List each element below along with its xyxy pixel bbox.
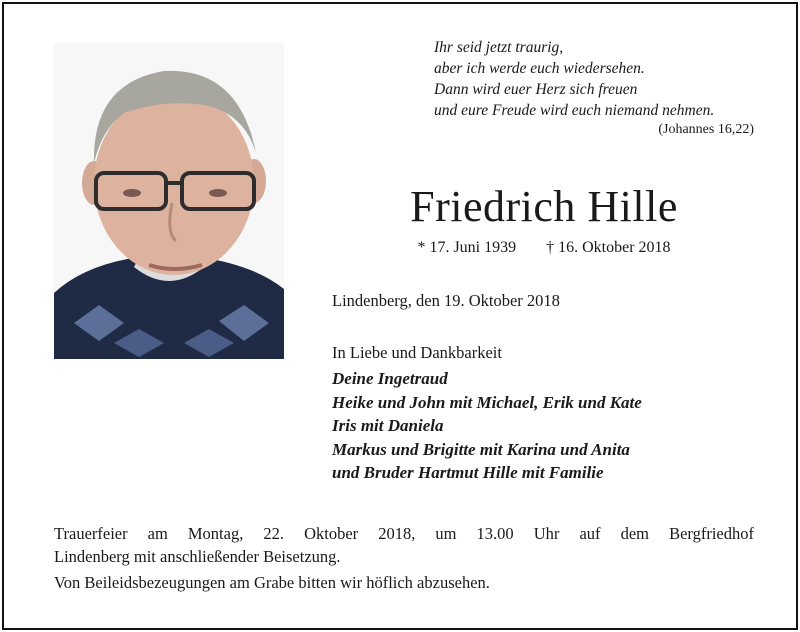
life-dates <box>334 237 754 259</box>
mourner-line: und Bruder Hartmut Hille mit Familie <box>332 463 604 482</box>
verse-reference: (Johannes 16,22) <box>658 122 754 137</box>
condolence-request: Von Beileidsbezeugungen am Grabe bitten wir höflich abzusehen. <box>54 573 490 592</box>
verse-line: Ihr seid jetzt traurig, <box>434 39 564 56</box>
mourner-line: Heike und John mit Michael, Erik und Kate <box>332 392 642 412</box>
mourner-line: Iris mit Daniela <box>332 416 444 435</box>
deceased-name: Friedrich Hille <box>410 182 678 231</box>
funeral-info <box>54 522 754 568</box>
portrait-photo <box>54 43 284 359</box>
verse-line: aber ich werde euch wiedersehen. <box>434 60 645 77</box>
birth-date: * 17. Juni 1939 <box>417 239 517 256</box>
obituary-notice <box>2 2 798 630</box>
thanks-line: In Liebe und Dankbarkeit <box>332 343 502 362</box>
mourners-list <box>332 367 642 485</box>
funeral-line: Trauerfeier am Montag, 22. Oktober 2018, um 13.00 Uhr auf dem Bergfriedhof <box>54 524 754 543</box>
funeral-line: Lindenberg mit anschließender Beisetzung. <box>54 547 341 566</box>
portrait-image <box>54 43 284 359</box>
verse-line: und eure Freude wird euch niemand nehmen. <box>434 102 715 119</box>
death-date: † 16. Oktober 2018 <box>546 239 671 256</box>
mourner-line: Markus und Brigitte mit Karina und Anita <box>332 439 630 459</box>
place-and-date: Lindenberg, den 19. Oktober 2018 <box>332 291 560 310</box>
bible-verse <box>434 37 754 139</box>
verse-line: Dann wird euer Herz sich freuen <box>434 81 638 98</box>
mourner-line: Deine Ingetraud <box>332 369 448 388</box>
